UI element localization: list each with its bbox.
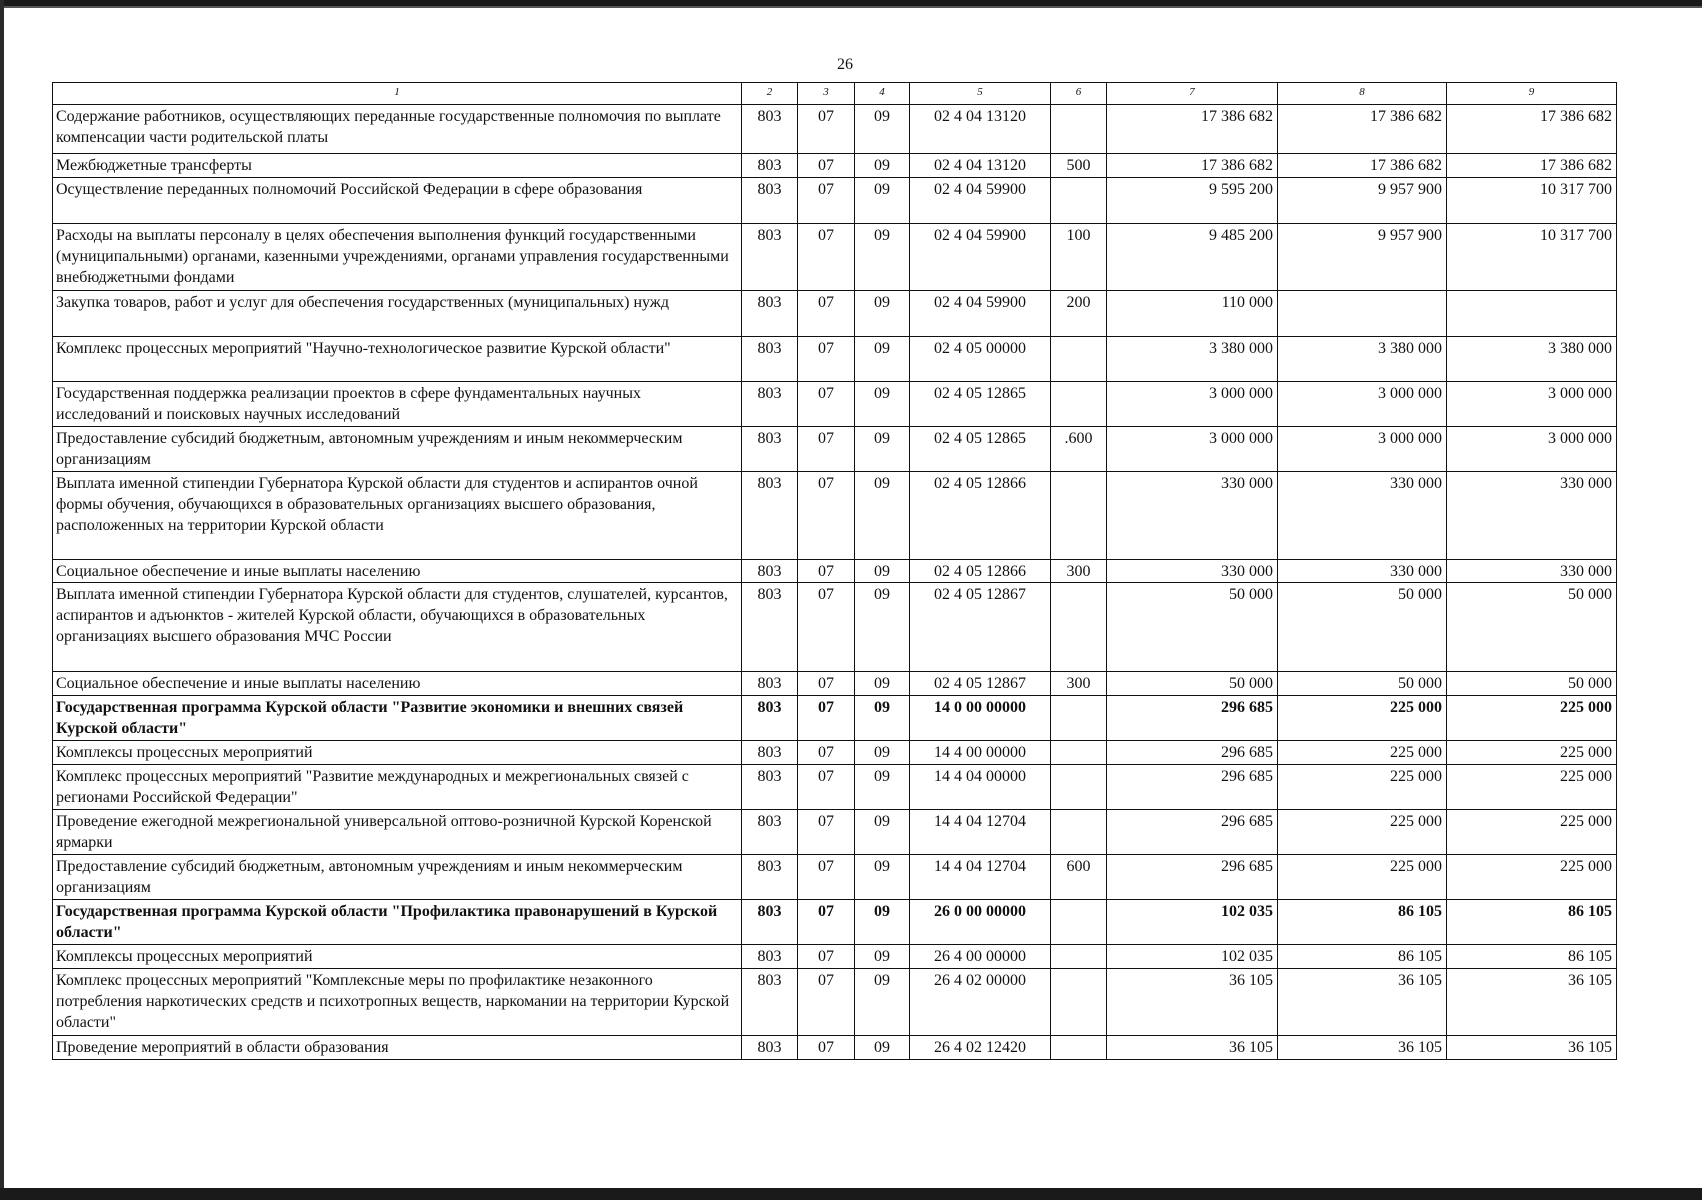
- cell-amount-7: 50 000: [1107, 672, 1278, 696]
- cell-code-5: 02 4 05 12866: [910, 560, 1051, 583]
- table-row: [53, 1036, 1617, 1060]
- cell-amount-8: 9 957 900: [1278, 178, 1447, 224]
- scan-border-top-shadow: [0, 6, 1702, 8]
- cell-amount-9: 10 317 700: [1447, 224, 1617, 291]
- cell-code-6: 300: [1051, 672, 1107, 696]
- cell-name: Осуществление переданных полномочий Российской Федерации в сфере образования: [53, 178, 742, 224]
- cell-code-4: 09: [855, 1036, 910, 1060]
- cell-code-4: 09: [855, 900, 910, 945]
- cell-code-5: 14 0 00 00000: [910, 696, 1051, 741]
- cell-code-6: [1051, 696, 1107, 741]
- cell-amount-8: 225 000: [1278, 765, 1447, 810]
- col-header-1: 1: [53, 83, 742, 105]
- cell-amount-9: 225 000: [1447, 741, 1617, 765]
- cell-amount-7: 9 595 200: [1107, 178, 1278, 224]
- cell-name: Государственная поддержка реализации проектов в сфере фундаментальных научных исследований и поисковых научных исследований: [53, 382, 742, 427]
- cell-code-6: [1051, 337, 1107, 382]
- cell-code-2: 803: [742, 810, 798, 855]
- cell-code-5: 02 4 05 00000: [910, 337, 1051, 382]
- cell-name: Комплекс процессных мероприятий "Развитие международных и межрегиональных связей с регионами Российской Федерации": [53, 765, 742, 810]
- cell-name: Комплексы процессных мероприятий: [53, 945, 742, 969]
- cell-code-2: 803: [742, 105, 798, 154]
- cell-amount-7: 17 386 682: [1107, 154, 1278, 178]
- cell-amount-8: 225 000: [1278, 855, 1447, 900]
- page-number: 26: [837, 56, 853, 73]
- cell-code-3: 07: [798, 969, 855, 1036]
- cell-amount-7: 296 685: [1107, 810, 1278, 855]
- cell-code-3: 07: [798, 810, 855, 855]
- cell-code-5: 14 4 04 12704: [910, 855, 1051, 900]
- cell-code-6: [1051, 583, 1107, 672]
- cell-code-2: 803: [742, 337, 798, 382]
- cell-amount-7: 50 000: [1107, 583, 1278, 672]
- cell-amount-8: 225 000: [1278, 741, 1447, 765]
- cell-code-3: 07: [798, 696, 855, 741]
- col-header-2: 2: [742, 83, 798, 105]
- column-number-row: [53, 83, 1617, 105]
- cell-amount-8: 17 386 682: [1278, 105, 1447, 154]
- cell-code-5: 02 4 05 12867: [910, 583, 1051, 672]
- cell-code-3: 07: [798, 1036, 855, 1060]
- cell-name: Комплекс процессных мероприятий "Научно-технологическое развитие Курской области": [53, 337, 742, 382]
- cell-code-5: 02 4 05 12865: [910, 427, 1051, 472]
- cell-code-2: 803: [742, 382, 798, 427]
- cell-amount-7: 296 685: [1107, 855, 1278, 900]
- cell-code-6: 600: [1051, 855, 1107, 900]
- cell-amount-9: 3 380 000: [1447, 337, 1617, 382]
- table-row: [53, 427, 1617, 472]
- col-header-9: 9: [1447, 83, 1617, 105]
- cell-name: Государственная программа Курской области "Развитие экономики и внешних связей Курской области": [53, 696, 742, 741]
- cell-amount-8: 3 380 000: [1278, 337, 1447, 382]
- cell-code-2: 803: [742, 855, 798, 900]
- cell-code-5: 26 4 02 00000: [910, 969, 1051, 1036]
- cell-code-2: 803: [742, 1036, 798, 1060]
- cell-code-4: 09: [855, 696, 910, 741]
- cell-code-4: 09: [855, 765, 910, 810]
- cell-name: Выплата именной стипендии Губернатора Курской области для студентов и аспирантов очной формы обучения, обучающихся в образовательных организациях высшего образования, расположенных на территории Курской области: [53, 472, 742, 560]
- cell-amount-7: 9 485 200: [1107, 224, 1278, 291]
- table-row: [53, 696, 1617, 741]
- cell-code-5: 02 4 04 13120: [910, 105, 1051, 154]
- cell-code-4: 09: [855, 560, 910, 583]
- cell-code-2: 803: [742, 178, 798, 224]
- cell-amount-8: 50 000: [1278, 583, 1447, 672]
- cell-amount-9: 50 000: [1447, 583, 1617, 672]
- cell-code-4: 09: [855, 337, 910, 382]
- cell-amount-9: 36 105: [1447, 969, 1617, 1036]
- cell-code-5: 02 4 05 12867: [910, 672, 1051, 696]
- table-row: [53, 583, 1617, 672]
- cell-amount-9: 3 000 000: [1447, 427, 1617, 472]
- cell-code-4: 09: [855, 969, 910, 1036]
- cell-amount-7: 3 000 000: [1107, 382, 1278, 427]
- cell-amount-9: 36 105: [1447, 1036, 1617, 1060]
- cell-code-2: 803: [742, 672, 798, 696]
- cell-amount-9: 10 317 700: [1447, 178, 1617, 224]
- cell-amount-7: 36 105: [1107, 1036, 1278, 1060]
- cell-code-6: [1051, 765, 1107, 810]
- cell-amount-9: [1447, 291, 1617, 337]
- table-row: [53, 382, 1617, 427]
- cell-name: Предоставление субсидий бюджетным, автономным учреждениям и иным некоммерческим организациям: [53, 855, 742, 900]
- cell-code-2: 803: [742, 969, 798, 1036]
- cell-code-4: 09: [855, 382, 910, 427]
- cell-code-3: 07: [798, 291, 855, 337]
- cell-code-4: 09: [855, 810, 910, 855]
- cell-amount-9: 330 000: [1447, 472, 1617, 560]
- cell-code-6: [1051, 969, 1107, 1036]
- cell-name: Предоставление субсидий бюджетным, автономным учреждениям и иным некоммерческим организациям: [53, 427, 742, 472]
- table-row: [53, 810, 1617, 855]
- col-header-5: 5: [910, 83, 1051, 105]
- cell-code-6: .600: [1051, 427, 1107, 472]
- cell-code-6: 200: [1051, 291, 1107, 337]
- col-header-3: 3: [798, 83, 855, 105]
- cell-code-3: 07: [798, 900, 855, 945]
- cell-amount-9: 225 000: [1447, 696, 1617, 741]
- cell-amount-9: 225 000: [1447, 855, 1617, 900]
- budget-table: [52, 82, 1617, 1060]
- cell-code-2: 803: [742, 900, 798, 945]
- cell-amount-7: 102 035: [1107, 945, 1278, 969]
- cell-code-6: [1051, 382, 1107, 427]
- cell-code-4: 09: [855, 741, 910, 765]
- table-row: [53, 969, 1617, 1036]
- table-row: [53, 765, 1617, 810]
- cell-amount-9: 225 000: [1447, 810, 1617, 855]
- cell-code-4: 09: [855, 583, 910, 672]
- cell-code-2: 803: [742, 154, 798, 178]
- cell-amount-9: 330 000: [1447, 560, 1617, 583]
- cell-amount-7: 102 035: [1107, 900, 1278, 945]
- cell-code-3: 07: [798, 583, 855, 672]
- cell-code-2: 803: [742, 291, 798, 337]
- table-row: [53, 178, 1617, 224]
- cell-amount-7: 330 000: [1107, 560, 1278, 583]
- cell-amount-8: 225 000: [1278, 810, 1447, 855]
- cell-code-2: 803: [742, 741, 798, 765]
- col-header-7: 7: [1107, 83, 1278, 105]
- table-row: [53, 337, 1617, 382]
- cell-code-5: 02 4 04 59900: [910, 224, 1051, 291]
- cell-code-3: 07: [798, 472, 855, 560]
- col-header-4: 4: [855, 83, 910, 105]
- cell-code-6: 300: [1051, 560, 1107, 583]
- table-row: [53, 224, 1617, 291]
- cell-code-4: 09: [855, 154, 910, 178]
- cell-amount-8: 330 000: [1278, 560, 1447, 583]
- cell-amount-9: 3 000 000: [1447, 382, 1617, 427]
- cell-code-5: 02 4 04 59900: [910, 291, 1051, 337]
- cell-code-5: 14 4 04 12704: [910, 810, 1051, 855]
- table-row: [53, 560, 1617, 583]
- cell-amount-9: 86 105: [1447, 900, 1617, 945]
- table-row: [53, 855, 1617, 900]
- table-row: [53, 900, 1617, 945]
- cell-name: Государственная программа Курской области "Профилактика правонарушений в Курской области": [53, 900, 742, 945]
- cell-code-4: 09: [855, 224, 910, 291]
- table-row: [53, 154, 1617, 178]
- cell-name: Расходы на выплаты персоналу в целях обеспечения выполнения функций государственными (муниципальными) органами, казенными учреждениями, органами управления государственными внебюджетными фондами: [53, 224, 742, 291]
- cell-code-3: 07: [798, 855, 855, 900]
- cell-amount-7: 110 000: [1107, 291, 1278, 337]
- cell-amount-7: 296 685: [1107, 696, 1278, 741]
- cell-code-6: [1051, 178, 1107, 224]
- cell-name: Выплата именной стипендии Губернатора Курской области для студентов, слушателей, курсантов, аспирантов и адъюнктов - жителей Курской области, обучающихся в образовательных организациях высшего образования МЧС России: [53, 583, 742, 672]
- cell-code-3: 07: [798, 672, 855, 696]
- cell-code-3: 07: [798, 105, 855, 154]
- scan-border-bottom: [0, 1188, 1702, 1200]
- cell-amount-7: 3 380 000: [1107, 337, 1278, 382]
- col-header-8: 8: [1278, 83, 1447, 105]
- cell-code-5: 14 4 04 00000: [910, 765, 1051, 810]
- cell-code-6: [1051, 945, 1107, 969]
- cell-code-2: 803: [742, 560, 798, 583]
- table-row: [53, 291, 1617, 337]
- table-row: [53, 472, 1617, 560]
- scan-border-left: [0, 0, 4, 1200]
- cell-code-2: 803: [742, 945, 798, 969]
- cell-code-5: 26 4 02 12420: [910, 1036, 1051, 1060]
- cell-code-6: [1051, 900, 1107, 945]
- cell-amount-7: 296 685: [1107, 741, 1278, 765]
- cell-code-6: 500: [1051, 154, 1107, 178]
- cell-amount-8: 86 105: [1278, 900, 1447, 945]
- cell-amount-8: 36 105: [1278, 1036, 1447, 1060]
- cell-code-3: 07: [798, 765, 855, 810]
- cell-code-4: 09: [855, 178, 910, 224]
- cell-code-6: [1051, 105, 1107, 154]
- cell-code-5: 14 4 00 00000: [910, 741, 1051, 765]
- table-row: [53, 105, 1617, 154]
- cell-code-3: 07: [798, 337, 855, 382]
- cell-code-6: [1051, 1036, 1107, 1060]
- cell-code-5: 02 4 04 59900: [910, 178, 1051, 224]
- cell-amount-9: 17 386 682: [1447, 105, 1617, 154]
- cell-code-3: 07: [798, 560, 855, 583]
- cell-code-2: 803: [742, 583, 798, 672]
- cell-code-2: 803: [742, 427, 798, 472]
- cell-code-3: 07: [798, 224, 855, 291]
- cell-code-4: 09: [855, 472, 910, 560]
- cell-code-2: 803: [742, 696, 798, 741]
- cell-name: Межбюджетные трансферты: [53, 154, 742, 178]
- col-header-6: 6: [1051, 83, 1107, 105]
- cell-code-3: 07: [798, 741, 855, 765]
- cell-amount-7: 3 000 000: [1107, 427, 1278, 472]
- cell-name: Комплексы процессных мероприятий: [53, 741, 742, 765]
- cell-amount-7: 296 685: [1107, 765, 1278, 810]
- cell-code-5: 02 4 04 13120: [910, 154, 1051, 178]
- cell-name: Содержание работников, осуществляющих переданные государственные полномочия по выплате компенсации части родительской платы: [53, 105, 742, 154]
- cell-name: Проведение мероприятий в области образования: [53, 1036, 742, 1060]
- cell-code-6: [1051, 810, 1107, 855]
- cell-amount-7: 36 105: [1107, 969, 1278, 1036]
- table-row: [53, 672, 1617, 696]
- cell-amount-7: 17 386 682: [1107, 105, 1278, 154]
- cell-code-2: 803: [742, 765, 798, 810]
- cell-code-6: [1051, 472, 1107, 560]
- cell-name: Комплекс процессных мероприятий "Комплексные меры по профилактике незаконного потребления наркотических средств и психотропных веществ, наркомании на территории Курской области": [53, 969, 742, 1036]
- cell-amount-9: 86 105: [1447, 945, 1617, 969]
- cell-code-4: 09: [855, 291, 910, 337]
- cell-code-3: 07: [798, 427, 855, 472]
- cell-name: Социальное обеспечение и иные выплаты населению: [53, 560, 742, 583]
- cell-amount-9: 17 386 682: [1447, 154, 1617, 178]
- table-row: [53, 741, 1617, 765]
- cell-amount-8: [1278, 291, 1447, 337]
- cell-amount-8: 330 000: [1278, 472, 1447, 560]
- cell-code-4: 09: [855, 945, 910, 969]
- cell-code-4: 09: [855, 672, 910, 696]
- table-row: [53, 945, 1617, 969]
- cell-code-5: 02 4 05 12865: [910, 382, 1051, 427]
- cell-name: Закупка товаров, работ и услуг для обеспечения государственных (муниципальных) нужд: [53, 291, 742, 337]
- cell-code-3: 07: [798, 178, 855, 224]
- cell-code-6: [1051, 741, 1107, 765]
- cell-amount-8: 17 386 682: [1278, 154, 1447, 178]
- cell-amount-9: 225 000: [1447, 765, 1617, 810]
- cell-code-4: 09: [855, 427, 910, 472]
- table-body: [53, 105, 1617, 1060]
- cell-code-5: 26 4 00 00000: [910, 945, 1051, 969]
- cell-name: Социальное обеспечение и иные выплаты населению: [53, 672, 742, 696]
- cell-code-5: 26 0 00 00000: [910, 900, 1051, 945]
- cell-name: Проведение ежегодной межрегиональной универсальной оптово-розничной Курской Коренской ярмарки: [53, 810, 742, 855]
- cell-code-2: 803: [742, 472, 798, 560]
- cell-amount-7: 330 000: [1107, 472, 1278, 560]
- cell-code-4: 09: [855, 105, 910, 154]
- cell-code-5: 02 4 05 12866: [910, 472, 1051, 560]
- cell-code-3: 07: [798, 382, 855, 427]
- cell-amount-8: 50 000: [1278, 672, 1447, 696]
- cell-amount-8: 36 105: [1278, 969, 1447, 1036]
- cell-code-3: 07: [798, 154, 855, 178]
- cell-amount-9: 50 000: [1447, 672, 1617, 696]
- cell-code-4: 09: [855, 855, 910, 900]
- cell-amount-8: 9 957 900: [1278, 224, 1447, 291]
- cell-code-6: 100: [1051, 224, 1107, 291]
- cell-amount-8: 3 000 000: [1278, 427, 1447, 472]
- cell-amount-8: 3 000 000: [1278, 382, 1447, 427]
- cell-code-3: 07: [798, 945, 855, 969]
- cell-amount-8: 225 000: [1278, 696, 1447, 741]
- cell-code-2: 803: [742, 224, 798, 291]
- cell-amount-8: 86 105: [1278, 945, 1447, 969]
